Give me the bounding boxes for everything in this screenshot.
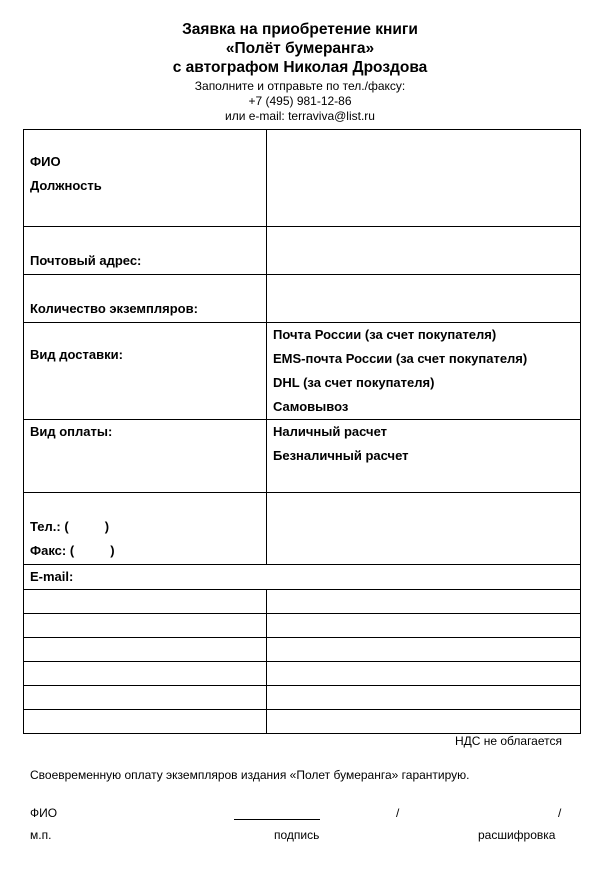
- table-row: [24, 710, 581, 734]
- delivery-option[interactable]: DHL (за счет покупателя): [273, 375, 435, 390]
- payment-options: [267, 420, 581, 493]
- quantity-field[interactable]: [267, 275, 581, 323]
- blank-cell[interactable]: [267, 590, 581, 614]
- form-header: [0, 20, 600, 124]
- blank-cell[interactable]: [267, 686, 581, 710]
- name-position-field[interactable]: [267, 130, 581, 227]
- name-label: ФИО: [30, 154, 61, 169]
- blank-cell[interactable]: [267, 614, 581, 638]
- row-phone-fax: [24, 493, 581, 565]
- fax-label: Факс: ( ): [30, 543, 115, 558]
- row-name-position: [24, 130, 581, 227]
- row-quantity: [24, 275, 581, 323]
- phone-fax-field[interactable]: [267, 493, 581, 565]
- title-line-1: Заявка на приобретение книги: [182, 21, 418, 38]
- row-email: [24, 565, 581, 590]
- instruction-text: Заполните и отправьте по тел./факсу:: [194, 79, 406, 93]
- row-address: [24, 227, 581, 275]
- phone-fax-label-cell: [24, 493, 267, 565]
- slash-separator: /: [396, 806, 400, 820]
- payment-label: Вид оплаты:: [24, 420, 267, 493]
- slash-separator: /: [558, 806, 562, 820]
- position-label: Должность: [30, 178, 102, 193]
- signature-label: подпись: [274, 828, 320, 842]
- delivery-label: Вид доставки:: [24, 323, 267, 420]
- delivery-option[interactable]: Почта России (за счет покупателя): [273, 327, 497, 342]
- table-row: [24, 638, 581, 662]
- blank-cell[interactable]: [24, 710, 267, 734]
- order-form-table: [23, 129, 581, 734]
- title-line-3: с автографом Николая Дроздова: [172, 59, 428, 76]
- table-row: [24, 614, 581, 638]
- table-row: [24, 686, 581, 710]
- delivery-option[interactable]: Самовывоз: [273, 399, 349, 414]
- phone-label: Тел.: ( ): [30, 519, 110, 534]
- name-position-label-cell: [24, 130, 267, 227]
- delivery-options: [267, 323, 581, 420]
- signature-block: [0, 806, 600, 846]
- address-label: Почтовый адрес:: [24, 227, 267, 275]
- blank-cell[interactable]: [24, 638, 267, 662]
- guarantee-statement: Своевременную оплату экземпляров издания «Полет бумеранга» гарантирую.: [30, 768, 470, 782]
- blank-cell[interactable]: [267, 638, 581, 662]
- fio-label: ФИО: [30, 806, 58, 820]
- table-row: [24, 590, 581, 614]
- row-payment: [24, 420, 581, 493]
- table-row: [24, 662, 581, 686]
- delivery-option[interactable]: EMS-почта России (за счет покупателя): [273, 351, 528, 366]
- row-delivery: [24, 323, 581, 420]
- blank-cell[interactable]: [267, 662, 581, 686]
- blank-cell[interactable]: [24, 614, 267, 638]
- payment-option[interactable]: Наличный расчет: [273, 424, 388, 439]
- blank-cell[interactable]: [24, 662, 267, 686]
- blank-cell[interactable]: [267, 710, 581, 734]
- title-line-2: «Полёт бумеранга»: [225, 40, 375, 57]
- quantity-label: Количество экземпляров:: [24, 275, 267, 323]
- blank-cell[interactable]: [24, 590, 267, 614]
- email-label: E-mail:: [24, 565, 581, 590]
- contact-phone: +7 (495) 981-12-86: [248, 94, 352, 108]
- signature-line[interactable]: [234, 819, 320, 820]
- stamp-place-label: м.п.: [30, 828, 52, 842]
- vat-note: НДС не облагается: [454, 734, 562, 748]
- address-field[interactable]: [267, 227, 581, 275]
- blank-cell[interactable]: [24, 686, 267, 710]
- contact-email: или e-mail: terraviva@list.ru: [225, 109, 375, 123]
- decode-label: расшифровка: [478, 828, 556, 842]
- payment-option[interactable]: Безналичный расчет: [273, 448, 409, 463]
